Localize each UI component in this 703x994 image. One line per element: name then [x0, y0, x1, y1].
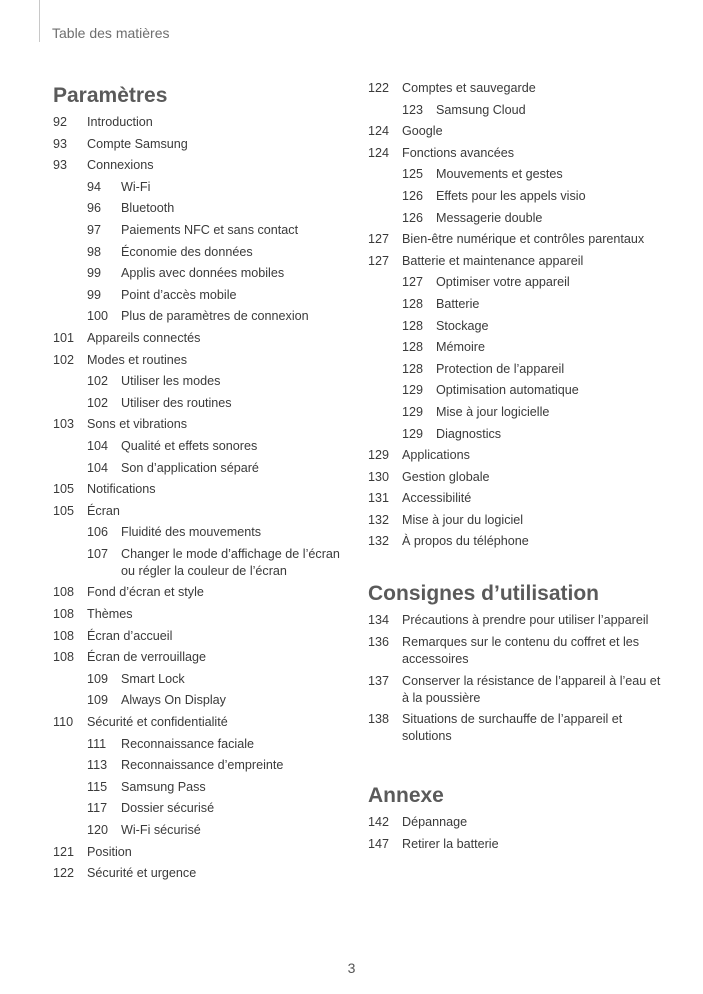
toc-page-number: 132	[368, 534, 390, 549]
toc-entry[interactable]	[53, 200, 353, 217]
toc-entry-text: Bien-être numérique et contrôles parentaux	[402, 232, 645, 247]
toc-entry[interactable]	[53, 606, 353, 623]
toc-page-number: 105	[53, 482, 75, 497]
toc-page-number: 138	[368, 712, 390, 727]
toc-page-number: 127	[368, 232, 390, 247]
toc-page-number: 108	[53, 628, 75, 643]
toc-entry-text: Dépannage	[402, 815, 468, 830]
toc-entry[interactable]	[368, 210, 668, 227]
toc-page-number: 128	[402, 361, 424, 376]
toc-entry[interactable]	[368, 123, 668, 140]
toc-page-number: 124	[368, 145, 390, 160]
toc-entry[interactable]	[53, 287, 353, 304]
right-column	[368, 80, 668, 857]
toc-page-number: 104	[87, 438, 109, 453]
toc-page-number: 142	[368, 815, 390, 830]
toc-entry-text: Modes et routines	[87, 352, 188, 367]
toc-entry-text: Optimiser votre appareil	[436, 275, 570, 290]
toc-entry[interactable]	[53, 779, 353, 796]
toc-entry-text: Dossier sécurisé	[121, 801, 215, 816]
toc-entry[interactable]	[53, 416, 353, 433]
toc-entry[interactable]	[53, 822, 353, 839]
toc-page-number: 107	[87, 546, 109, 561]
toc-page-number: 125	[402, 167, 424, 182]
toc-page-number: 132	[368, 512, 390, 527]
toc-entry[interactable]	[368, 711, 668, 745]
toc-entry-text: Applications	[402, 448, 470, 463]
toc-entry-text: À propos du téléphone	[402, 534, 529, 549]
toc-entry[interactable]	[53, 671, 353, 688]
toc-entry-text: Google	[402, 124, 443, 139]
toc-page-number: 99	[87, 287, 102, 302]
toc-entry-text: Wi-Fi sécurisé	[121, 823, 201, 837]
toc-entry[interactable]	[53, 179, 353, 196]
toc-entry-text: Fluidité des mouvements	[121, 525, 261, 540]
toc-entry[interactable]	[53, 265, 353, 282]
toc-entry-text: Protection de l’appareil	[436, 361, 565, 376]
toc-entry-text: Appareils connectés	[87, 330, 201, 345]
toc-entry-text: Qualité et effets sonores	[121, 438, 258, 453]
toc-entry[interactable]	[53, 844, 353, 861]
toc-entry[interactable]	[368, 274, 668, 291]
toc-page-number: 122	[368, 81, 390, 95]
toc-entry[interactable]	[53, 352, 353, 369]
toc-page-number: 108	[53, 607, 75, 622]
toc-entry-text: Reconnaissance faciale	[121, 736, 255, 751]
toc-entry[interactable]	[53, 395, 353, 412]
toc-entry-text: Remarques sur le contenu du coffret et les accessoires	[402, 635, 640, 667]
toc-entry-text: Retirer la batterie	[402, 836, 499, 851]
toc-entry-text: Mémoire	[436, 340, 485, 355]
toc-page-number: 94	[87, 179, 102, 194]
toc-entry[interactable]	[368, 814, 668, 831]
toc-page-number: 100	[87, 309, 109, 324]
toc-page-number: 101	[53, 330, 75, 345]
toc-entry-text: Conserver la résistance de l’appareil à l’eau et à la poussière	[402, 673, 661, 705]
toc-entry[interactable]	[53, 503, 353, 520]
toc-entry-text: Changer le mode d’affichage de l’écran ou régler la couleur de l’écran	[121, 546, 340, 578]
toc-page-number: 102	[87, 374, 109, 389]
toc-entry-text: Utiliser les modes	[121, 374, 221, 389]
toc-entry[interactable]	[368, 836, 668, 853]
toc-entry[interactable]	[53, 714, 353, 731]
toc-entry-text: Écran d’accueil	[87, 628, 173, 643]
toc-page-number: 126	[402, 188, 424, 203]
toc-entry[interactable]	[53, 692, 353, 709]
toc-entry-text: Paiements NFC et sans contact	[121, 222, 299, 237]
toc-entry[interactable]	[368, 404, 668, 421]
toc-entry-text: Économie des données	[121, 244, 253, 259]
toc-page-number: 109	[87, 671, 109, 686]
toc-page-number: 128	[402, 340, 424, 355]
toc-page-number: 105	[53, 503, 75, 518]
toc-entry[interactable]	[53, 800, 353, 817]
toc-entry-text: Samsung Pass	[121, 779, 206, 794]
toc-page-number: 93	[53, 136, 68, 151]
toc-entry-text: Mise à jour logicielle	[436, 404, 550, 419]
left-column	[53, 80, 353, 887]
toc-entry-text: Mise à jour du logiciel	[402, 512, 524, 527]
toc-entry-text: Fonctions avancées	[402, 145, 515, 160]
toc-entry-text: Thèmes	[87, 607, 133, 622]
toc-entry[interactable]	[368, 612, 668, 629]
toc-entry-text: Sécurité et confidentialité	[87, 715, 228, 730]
toc-entry-text: Diagnostics	[436, 426, 502, 441]
toc-entry[interactable]	[53, 136, 353, 153]
toc-page-number: 115	[87, 779, 108, 794]
toc-entry[interactable]	[368, 188, 668, 205]
toc-page-number: 123	[402, 102, 424, 117]
toc-entry-text: Bluetooth	[121, 201, 175, 216]
toc-entry[interactable]	[368, 673, 668, 707]
toc-page-number: 134	[368, 613, 390, 628]
toc-entry-text: Son d’application séparé	[121, 460, 259, 475]
toc-entry-text: Applis avec données mobiles	[121, 266, 285, 281]
header-title: Table des matières	[52, 25, 170, 41]
toc-entry[interactable]	[53, 865, 353, 882]
toc-page-number: 131	[368, 491, 390, 506]
toc-entry[interactable]	[368, 102, 668, 119]
toc-entry-text: Stockage	[436, 318, 489, 333]
toc-page-number: 104	[87, 460, 109, 475]
toc-entry-text: Sons et vibrations	[87, 417, 188, 432]
toc-page-number: 147	[368, 836, 390, 851]
toc-entry[interactable]	[368, 634, 668, 668]
toc-entry[interactable]	[53, 736, 353, 753]
toc-page-number: 136	[368, 635, 390, 650]
toc-entry[interactable]	[368, 533, 668, 550]
toc-page-number: 111	[87, 736, 107, 751]
toc-entry-text: Compte Samsung	[87, 136, 188, 151]
toc-entry-text: Optimisation automatique	[436, 383, 579, 398]
toc-entry[interactable]	[53, 649, 353, 666]
toc-entry[interactable]	[53, 628, 353, 645]
toc-page-number: 122	[53, 866, 75, 881]
toc-page-number: 127	[402, 275, 424, 290]
toc-entry[interactable]	[53, 460, 353, 477]
toc-page-number: 137	[368, 673, 390, 688]
toc-page-number: 102	[87, 395, 109, 410]
toc-page-number: 98	[87, 244, 102, 259]
toc-list	[368, 80, 668, 550]
toc-entry-text: Reconnaissance d’empreinte	[121, 758, 284, 773]
toc-page-number: 127	[368, 253, 390, 268]
toc-entry[interactable]	[53, 481, 353, 498]
toc-page-number: 99	[87, 266, 102, 281]
section-title-annexe: Annexe	[368, 784, 444, 808]
toc-entry[interactable]	[53, 757, 353, 774]
toc-list	[368, 612, 668, 745]
toc-entry-text: Précautions à prendre pour utiliser l’appareil	[402, 613, 649, 628]
toc-entry[interactable]	[53, 524, 353, 541]
toc-entry[interactable]	[53, 222, 353, 239]
toc-page-number: 129	[402, 404, 424, 419]
toc-entry[interactable]	[368, 361, 668, 378]
toc-page-number: 128	[402, 318, 424, 333]
toc-entry[interactable]	[53, 157, 353, 174]
toc-entry-text: Fond d’écran et style	[87, 585, 204, 600]
toc-page-number: 128	[402, 296, 424, 311]
toc-entry[interactable]	[368, 318, 668, 335]
toc-entry[interactable]	[368, 231, 668, 248]
toc-entry-text: Messagerie double	[436, 210, 543, 225]
toc-page-number: 108	[53, 650, 75, 665]
toc-entry[interactable]	[368, 469, 668, 486]
toc-entry[interactable]	[368, 339, 668, 356]
toc-entry[interactable]	[53, 546, 353, 580]
toc-entry-text: Connexions	[87, 158, 154, 173]
toc-page-number: 92	[53, 115, 68, 129]
toc-entry[interactable]	[368, 145, 668, 162]
toc-entry-text: Position	[87, 844, 132, 859]
toc-entry-text: Utiliser des routines	[121, 395, 232, 410]
toc-entry[interactable]	[53, 244, 353, 261]
toc-entry[interactable]	[53, 308, 353, 325]
toc-entry[interactable]	[368, 447, 668, 464]
toc-entry[interactable]	[368, 490, 668, 507]
toc-entry[interactable]	[368, 426, 668, 443]
toc-entry[interactable]	[53, 114, 353, 131]
page-number: 3	[347, 960, 356, 976]
toc-entry[interactable]	[53, 373, 353, 390]
toc-entry-text: Always On Display	[121, 693, 226, 708]
toc-page-number: 97	[87, 222, 102, 237]
toc-list	[368, 814, 668, 853]
toc-page-number: 108	[53, 585, 75, 600]
toc-entry-text: Notifications	[87, 482, 156, 497]
toc-entry[interactable]	[368, 166, 668, 183]
toc-entry[interactable]	[53, 438, 353, 455]
toc-entry[interactable]	[368, 512, 668, 529]
toc-page-number: 113	[87, 758, 108, 773]
toc-entry-text: Smart Lock	[121, 671, 185, 686]
toc-entry[interactable]	[368, 253, 668, 270]
toc-entry-text: Batterie et maintenance appareil	[402, 253, 584, 268]
toc-page-number: 129	[402, 426, 424, 441]
toc-entry-text: Accessibilité	[402, 491, 472, 506]
header-rule	[39, 0, 40, 42]
toc-entry-text: Effets pour les appels visio	[436, 188, 586, 203]
section-title-parametres: Paramètres	[53, 84, 168, 107]
toc-page-number: 121	[53, 844, 75, 859]
toc-entry-text: Comptes et sauvegarde	[402, 81, 536, 95]
toc-entry[interactable]	[368, 296, 668, 313]
toc-page-number: 103	[53, 417, 75, 432]
section-title-consignes: Consignes d’utilisation	[368, 582, 600, 606]
toc-page-number: 129	[402, 383, 424, 398]
toc-page-number: 106	[87, 525, 109, 540]
toc-entry-text: Gestion globale	[402, 469, 490, 484]
toc-entry-text: Plus de paramètres de connexion	[121, 309, 309, 324]
toc-page-number: 124	[368, 124, 390, 139]
toc-entry-text: Batterie	[436, 296, 480, 311]
toc-entry[interactable]	[53, 330, 353, 347]
toc-page-number: 102	[53, 352, 75, 367]
toc-entry-text: Samsung Cloud	[436, 102, 526, 117]
toc-page-number: 109	[87, 693, 109, 708]
toc-entry-text: Sécurité et urgence	[87, 866, 197, 881]
toc-entry-text: Écran	[87, 503, 120, 518]
toc-page-number: 129	[368, 448, 390, 463]
toc-entry-text: Introduction	[87, 115, 153, 129]
toc-page-number: 96	[87, 201, 102, 216]
toc-page-number: 126	[402, 210, 424, 225]
toc-entry[interactable]	[53, 584, 353, 601]
toc-page-number: 117	[87, 801, 108, 816]
toc-entry-text: Point d’accès mobile	[121, 287, 237, 302]
toc-entry[interactable]	[368, 382, 668, 399]
toc-entry-text: Mouvements et gestes	[436, 167, 563, 182]
toc-page-number: 130	[368, 469, 390, 484]
toc-entry-text: Wi-Fi	[121, 179, 151, 194]
toc-page-number: 93	[53, 158, 68, 173]
toc-page-number: 120	[87, 823, 109, 837]
toc-entry[interactable]	[368, 80, 668, 97]
toc-entry-text: Écran de verrouillage	[87, 650, 207, 665]
toc-list	[53, 114, 353, 882]
toc-page-number: 110	[53, 715, 74, 730]
toc-entry-text: Situations de surchauffe de l’appareil et solutions	[402, 712, 623, 744]
